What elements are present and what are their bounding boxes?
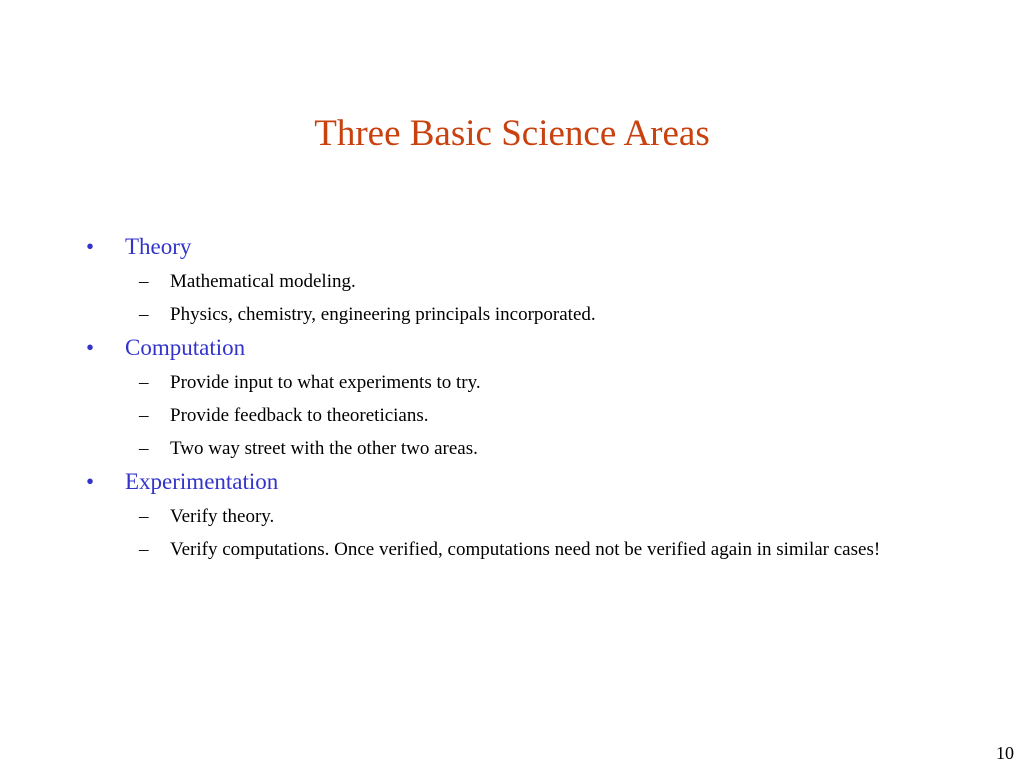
sub-item [86,536,926,564]
sub-item [86,301,926,329]
bullet-theory [86,231,926,263]
slide-title: Three Basic Science Areas [314,113,710,154]
bullet-icon: • [86,335,95,360]
sub-item [86,268,926,296]
sub-item-text: Mathematical modeling. [170,271,356,292]
bullet-label: Experimentation [125,469,279,494]
dash-icon: – [139,506,149,527]
bullet-computation [86,332,926,364]
sub-item-text: Provide input to what experiments to try. [170,372,481,393]
sublist-experimentation [86,503,926,564]
sub-item [86,369,926,397]
dash-icon: – [139,304,149,325]
sub-item [86,402,926,430]
page-number: 10 [996,743,1014,763]
dash-icon: – [139,539,149,560]
sub-item-text: Verify theory. [170,506,275,527]
dash-icon: – [139,405,149,426]
dash-icon: – [139,438,149,459]
bullet-icon: • [86,234,95,259]
sub-item-text: Physics, chemistry, engineering principals incorporated. [170,304,596,325]
bullet-list [86,228,926,564]
bullet-label: Theory [125,234,192,259]
dash-icon: – [139,372,149,393]
sub-item-text: Two way street with the other two areas. [170,438,478,459]
sub-item-text: Provide feedback to theoreticians. [170,405,429,426]
sublist-computation [86,369,926,463]
bullet-icon: • [86,469,95,494]
bullet-label: Computation [125,335,246,360]
sub-item-text: Verify computations. Once verified, computations need not be verified again in similar cases! [170,539,881,560]
dash-icon: – [139,271,149,292]
sub-item [86,435,926,463]
sublist-theory [86,268,926,329]
sub-item [86,503,926,531]
bullet-experimentation [86,466,926,498]
